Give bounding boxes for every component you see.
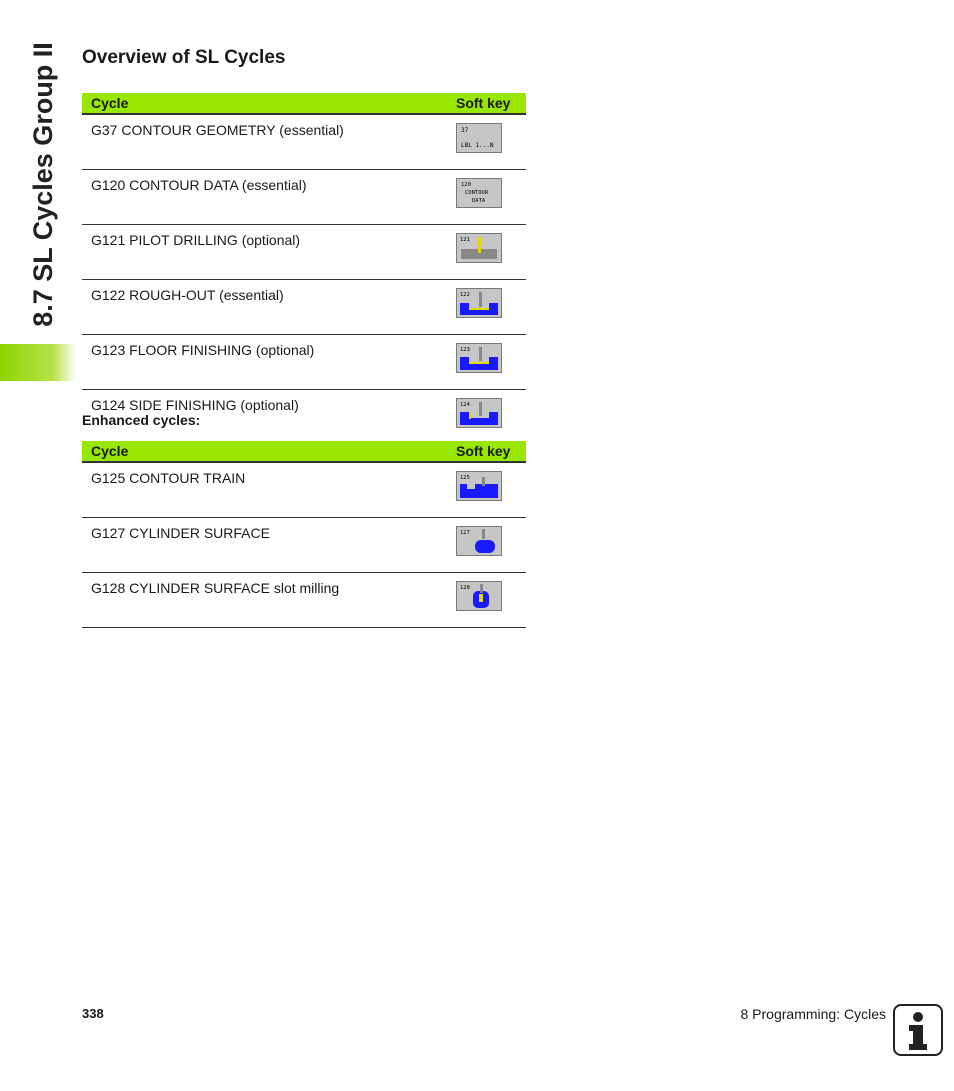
cycle-name: G124 SIDE FINISHING (optional) <box>82 390 456 445</box>
enhanced-cycles-table <box>82 441 526 628</box>
cycle-name: G121 PILOT DRILLING (optional) <box>82 225 456 280</box>
info-icon <box>893 1004 943 1056</box>
pilot-drilling-softkey-icon[interactable] <box>456 233 502 263</box>
sl-cycles-table <box>82 93 526 445</box>
table-row <box>82 518 526 573</box>
softkey-label: 37 <box>461 127 469 134</box>
header-softkey: Soft key <box>456 93 526 114</box>
table-row <box>82 573 526 628</box>
softkey-label: 121 <box>460 237 470 243</box>
cycle-name: G127 CYLINDER SURFACE <box>82 518 456 573</box>
enhanced-cycles-label: Enhanced cycles: <box>82 412 201 428</box>
softkey-label: 122 <box>460 292 470 298</box>
softkey-label: 124 <box>460 402 470 408</box>
table-row <box>82 114 526 170</box>
footer-chapter: 8 Programming: Cycles <box>740 1006 886 1022</box>
cycle-name: G125 CONTOUR TRAIN <box>82 462 456 518</box>
cylinder-slot-softkey-icon[interactable] <box>456 581 502 611</box>
rough-out-softkey-icon[interactable] <box>456 288 502 318</box>
cycle-name: G120 CONTOUR DATA (essential) <box>82 170 456 225</box>
softkey-label: 120 <box>461 182 471 188</box>
header-softkey: Soft key <box>456 441 526 462</box>
cycle-name: G128 CYLINDER SURFACE slot milling <box>82 573 456 628</box>
softkey-label: LBL 1...N <box>461 142 494 149</box>
table-header-row <box>82 441 526 462</box>
chapter-title-text: 8.7 SL Cycles Group II <box>27 41 58 327</box>
contour-geometry-softkey-icon[interactable] <box>456 123 502 153</box>
table-row <box>82 462 526 518</box>
softkey-label: 128 <box>460 585 470 591</box>
header-cycle: Cycle <box>82 93 456 114</box>
contour-data-softkey-icon[interactable] <box>456 178 502 208</box>
table-row <box>82 335 526 390</box>
page-heading: Overview of SL Cycles <box>82 47 286 68</box>
softkey-label: 123 <box>460 347 470 353</box>
softkey-label: 125 <box>460 475 470 481</box>
chapter-side-title <box>17 34 69 334</box>
floor-finishing-softkey-icon[interactable] <box>456 343 502 373</box>
contour-train-softkey-icon[interactable] <box>456 471 502 501</box>
chapter-tab-marker <box>0 344 76 381</box>
cylinder-surface-softkey-icon[interactable] <box>456 526 502 556</box>
softkey-label: DATA <box>472 198 486 204</box>
table-header-row <box>82 93 526 114</box>
header-cycle: Cycle <box>82 441 456 462</box>
softkey-label: 127 <box>460 530 470 536</box>
cycle-name: G122 ROUGH-OUT (essential) <box>82 280 456 335</box>
table-row <box>82 280 526 335</box>
cycle-name: G123 FLOOR FINISHING (optional) <box>82 335 456 390</box>
cycle-name: G37 CONTOUR GEOMETRY (essential) <box>82 114 456 170</box>
table-row <box>82 170 526 225</box>
page-number: 338 <box>82 1006 104 1021</box>
side-finishing-softkey-icon[interactable] <box>456 398 502 428</box>
softkey-label: CONTOUR <box>465 190 489 196</box>
table-row <box>82 225 526 280</box>
